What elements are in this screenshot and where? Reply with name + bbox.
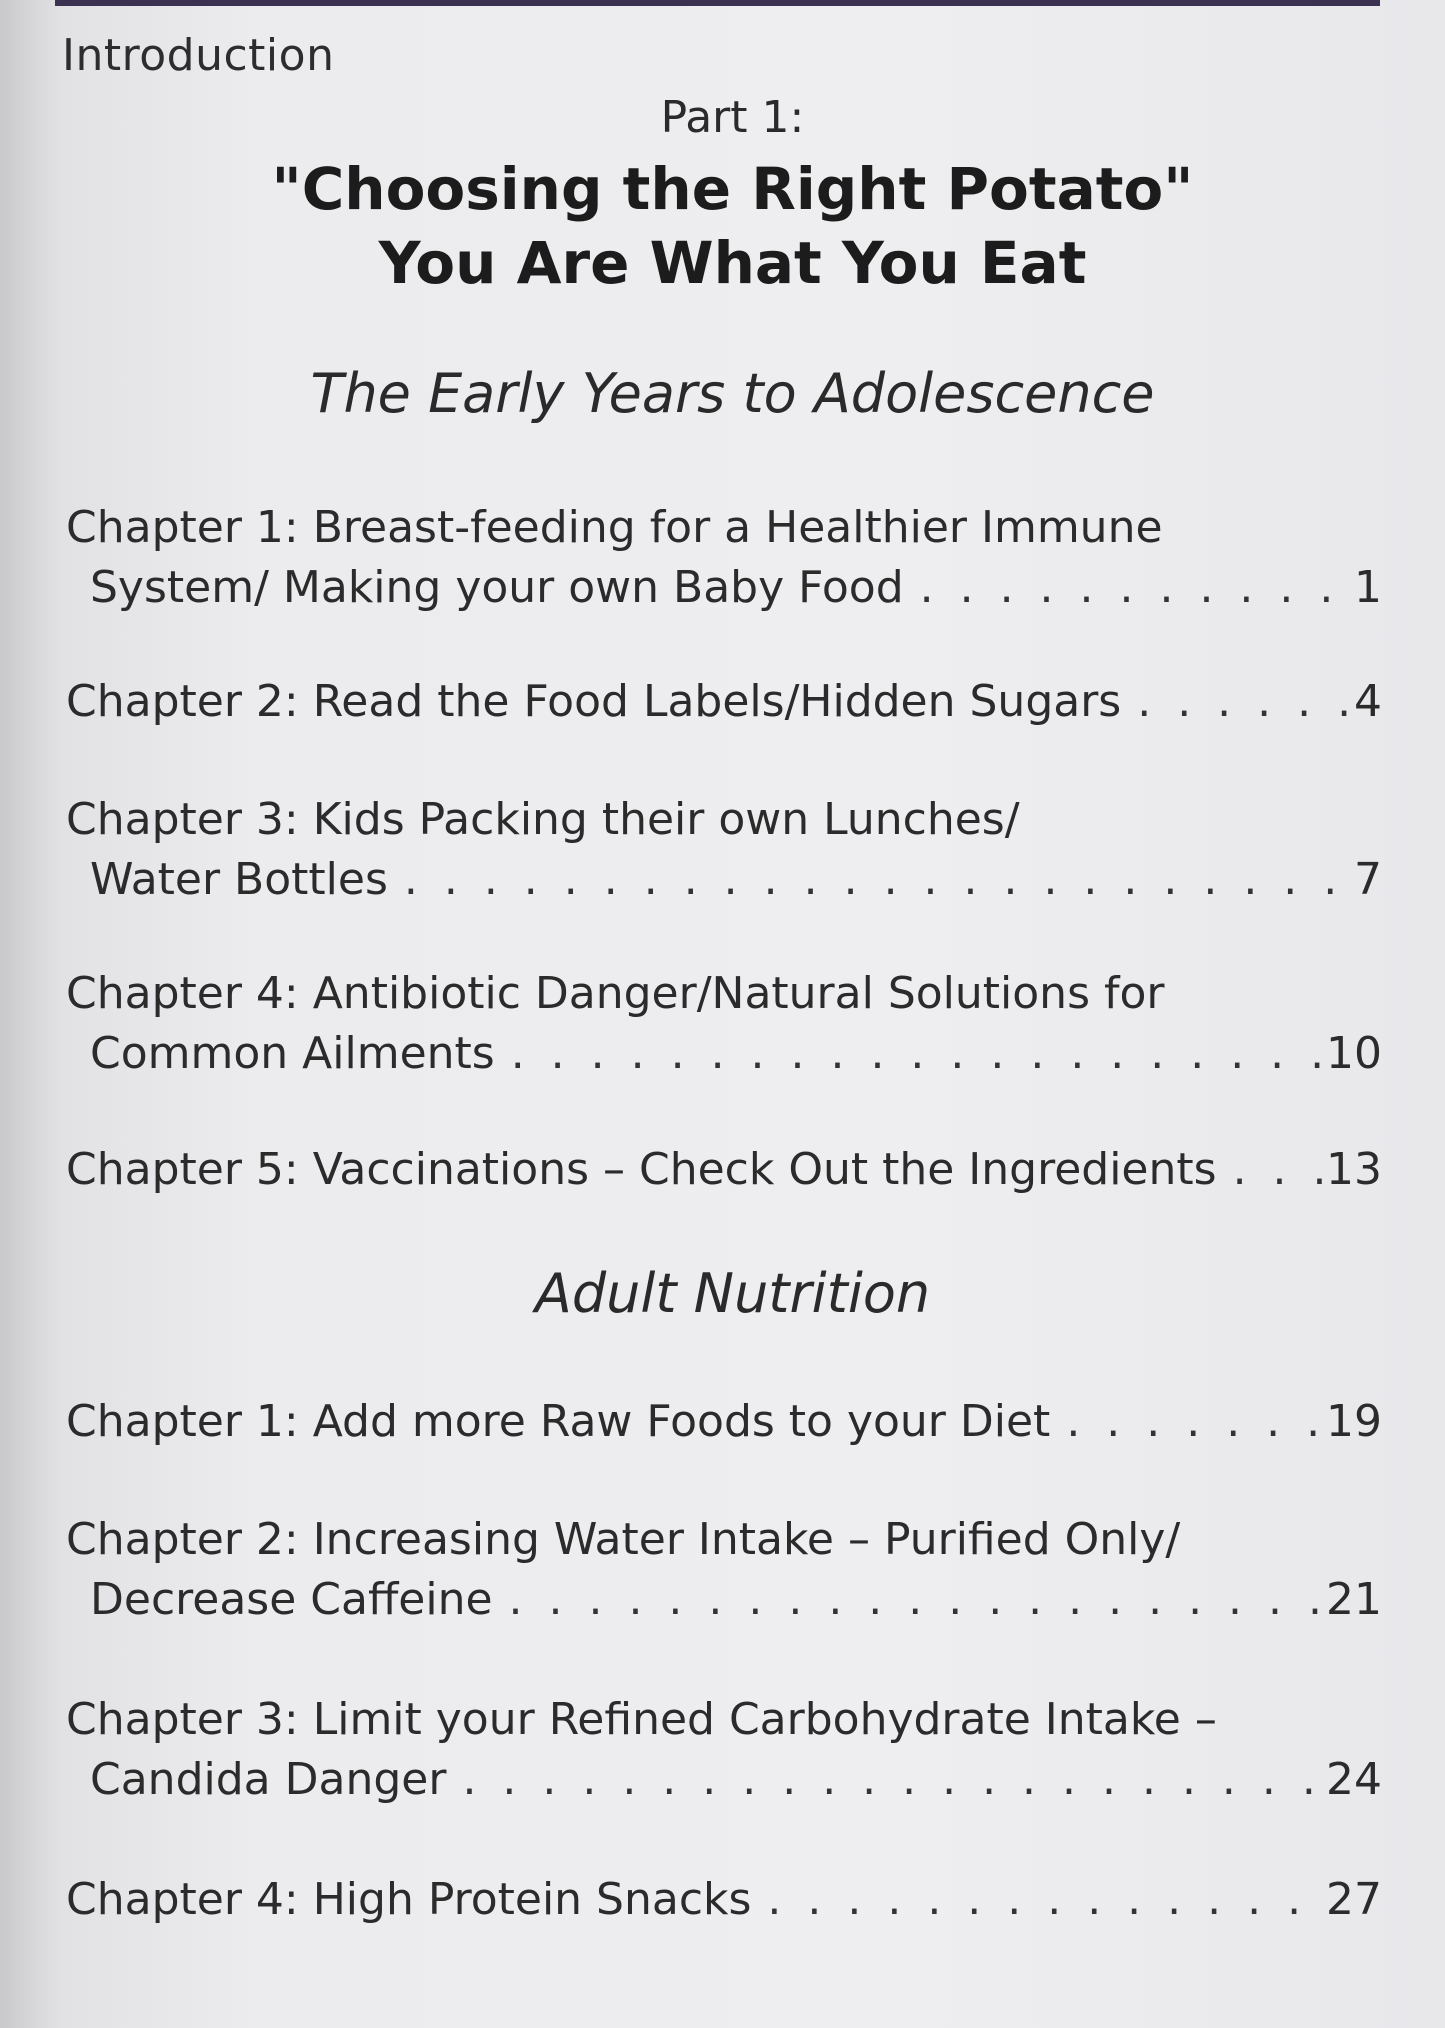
toc-entry-title-continued: Candida Danger	[90, 1754, 447, 1805]
toc-entry-title: Chapter 4: High Protein Snacks	[66, 1874, 752, 1925]
page-number: 7	[1354, 854, 1382, 905]
page-number: 21	[1326, 1574, 1382, 1625]
toc-entry-title-continued: System/ Making your own Baby Food	[90, 562, 904, 613]
dot-leader	[511, 1024, 1322, 1084]
toc-entry-title: Chapter 1: Breast-feeding for a Healthier Immune	[66, 502, 1163, 553]
toc-entry	[66, 498, 1382, 618]
part-label: Part 1:	[660, 92, 805, 143]
section-heading-early-years: The Early Years to Adolescence	[310, 362, 1155, 425]
dot-leader	[767, 1870, 1322, 1930]
toc-entry	[66, 1392, 1382, 1452]
toc-entry	[66, 672, 1382, 732]
page-number: 10	[1326, 1028, 1382, 1079]
toc-entry-title: Chapter 1: Add more Raw Foods to your Diet	[66, 1396, 1051, 1447]
page-number: 13	[1326, 1144, 1382, 1195]
part-title	[0, 152, 1445, 300]
page-number: 27	[1326, 1874, 1382, 1925]
dot-leader	[1233, 1140, 1322, 1200]
toc-entry-title-continued: Decrease Caffeine	[90, 1574, 493, 1625]
running-head: Introduction	[62, 30, 335, 81]
toc-entry	[66, 1510, 1382, 1630]
toc-entry	[66, 964, 1382, 1084]
toc-entry-title: Chapter 4: Antibiotic Danger/Natural Solutions for	[66, 968, 1165, 1019]
top-rule	[55, 0, 1380, 6]
toc-entry	[66, 1690, 1382, 1810]
toc-entry	[66, 1140, 1382, 1200]
dot-leader	[1137, 672, 1348, 732]
dot-leader	[920, 558, 1348, 618]
page-number: 24	[1326, 1754, 1382, 1805]
page-number: 1	[1354, 562, 1382, 613]
dot-leader	[404, 850, 1348, 910]
toc-entry	[66, 1870, 1382, 1930]
toc-entry	[66, 790, 1382, 910]
toc-entry-title: Chapter 2: Increasing Water Intake – Purified Only/	[66, 1514, 1181, 1565]
toc-entry-title: Chapter 2: Read the Food Labels/Hidden Sugars	[66, 676, 1122, 727]
toc-entry-title: Chapter 5: Vaccinations – Check Out the Ingredients	[66, 1144, 1217, 1195]
toc-entry-title: Chapter 3: Limit your Refined Carbohydrate Intake –	[66, 1694, 1217, 1745]
section-heading-adult-nutrition: Adult Nutrition	[534, 1262, 931, 1325]
dot-leader	[462, 1750, 1322, 1810]
page-number: 19	[1326, 1396, 1382, 1447]
part-title-line-1: "Choosing the Right Potato"	[271, 155, 1194, 223]
toc-entry-title-continued: Water Bottles	[90, 854, 388, 905]
dot-leader	[509, 1570, 1322, 1630]
part-title-line-2: You Are What You Eat	[378, 229, 1087, 297]
toc-entry-title-continued: Common Ailments	[90, 1028, 495, 1079]
dot-leader	[1066, 1392, 1322, 1452]
page-number: 4	[1354, 676, 1382, 727]
toc-entry-title: Chapter 3: Kids Packing their own Lunches/	[66, 794, 1020, 845]
